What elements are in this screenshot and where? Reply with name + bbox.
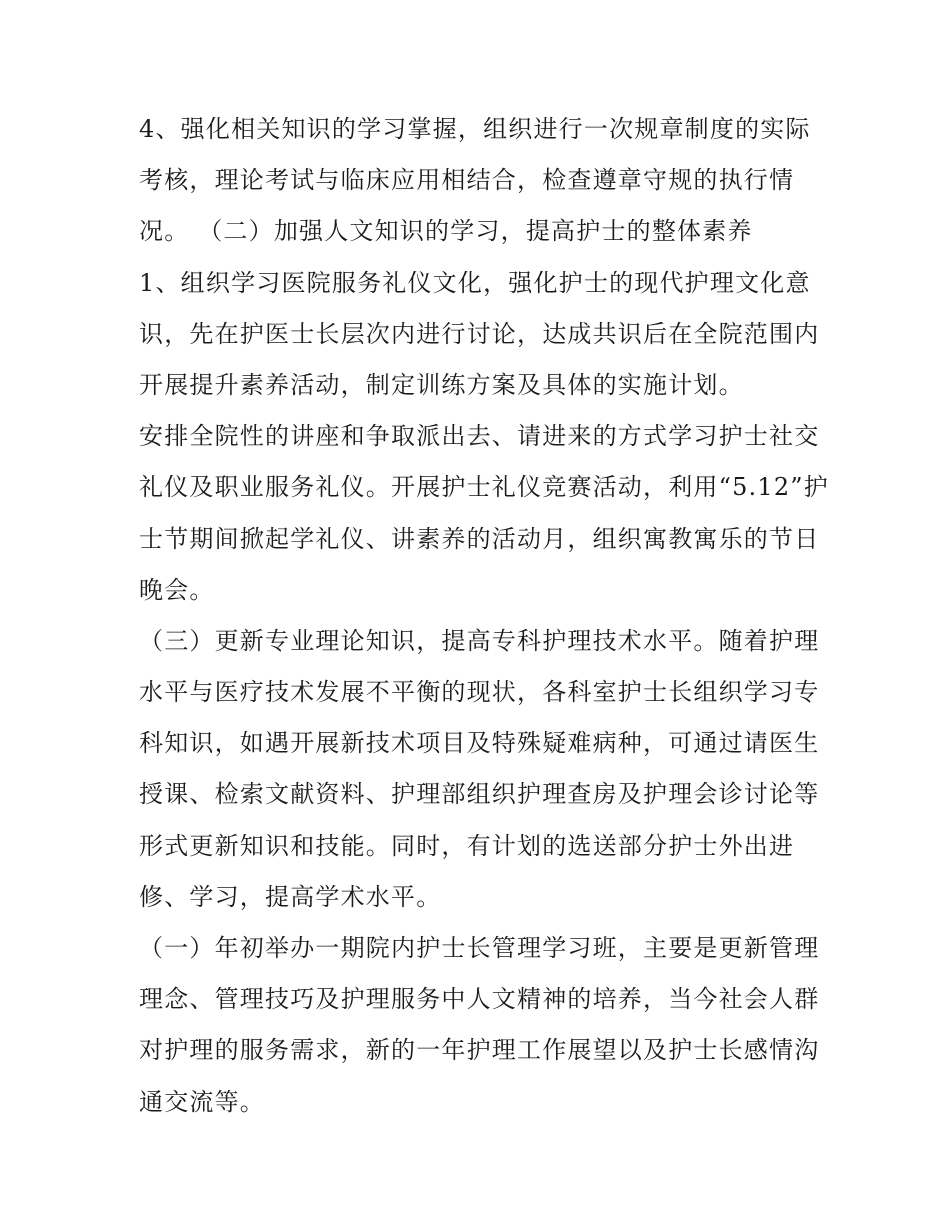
text-line: 礼仪及职业服务礼仪。开展护士礼仪竞赛活动，利用“5.12”护	[139, 473, 829, 502]
text-line: 4、强化相关知识的学习掌握，组织进行一次规章制度的实际	[139, 115, 811, 143]
text-line: 1、组织学习医院服务礼仪文化，强化护士的现代护理文化意	[139, 268, 811, 297]
text-line: 水平与医疗技术发展不平衡的现状，各科室护士长组织学习专	[139, 678, 820, 707]
text-line: 对护理的服务需求，新的一年护理工作展望以及护士长感情沟	[139, 1036, 820, 1065]
text-line: 理念、管理技巧及护理服务中人文精神的培养，当今社会人群	[139, 985, 820, 1014]
text-line: （一）年初举办一期院内护士长管理学习班，主要是更新管理	[139, 934, 820, 962]
text-line: 安排全院性的讲座和争取派出去、请进来的方式学习护士社交	[139, 422, 820, 451]
text-line: 科知识，如遇开展新技术项目及特殊疑难病种，可通过请医生	[139, 729, 820, 758]
text-line: 授课、检索文献资料、护理部组织护理查房及护理会诊讨论等	[139, 780, 820, 809]
text-line: 士节期间掀起学礼仪、讲素养的活动月，组织寓教寓乐的节日	[139, 524, 820, 553]
text-line: 形式更新知识和技能。同时，有计划的选送部分护士外出进	[139, 831, 795, 860]
text-line: 开展提升素养活动，制定训练方案及具体的实施计划。	[139, 370, 744, 399]
text-line: 通交流等。	[139, 1087, 265, 1116]
text-line: 识，先在护医士长层次内进行讨论，达成共识后在全院范围内	[139, 319, 820, 348]
text-line: 修、学习，提高学术水平。	[139, 882, 442, 911]
text-line: （三）更新专业理论知识，提高专科护理技术水平。随着护理	[139, 626, 820, 655]
text-line: 晚会。	[139, 575, 215, 604]
text-line: 况。 （二）加强人文知识的学习，提高护士的整体素养	[139, 217, 753, 246]
text-line: 考核，理论考试与临床应用相结合，检查遵章守规的执行情	[139, 166, 795, 195]
body-text	[139, 104, 829, 1128]
